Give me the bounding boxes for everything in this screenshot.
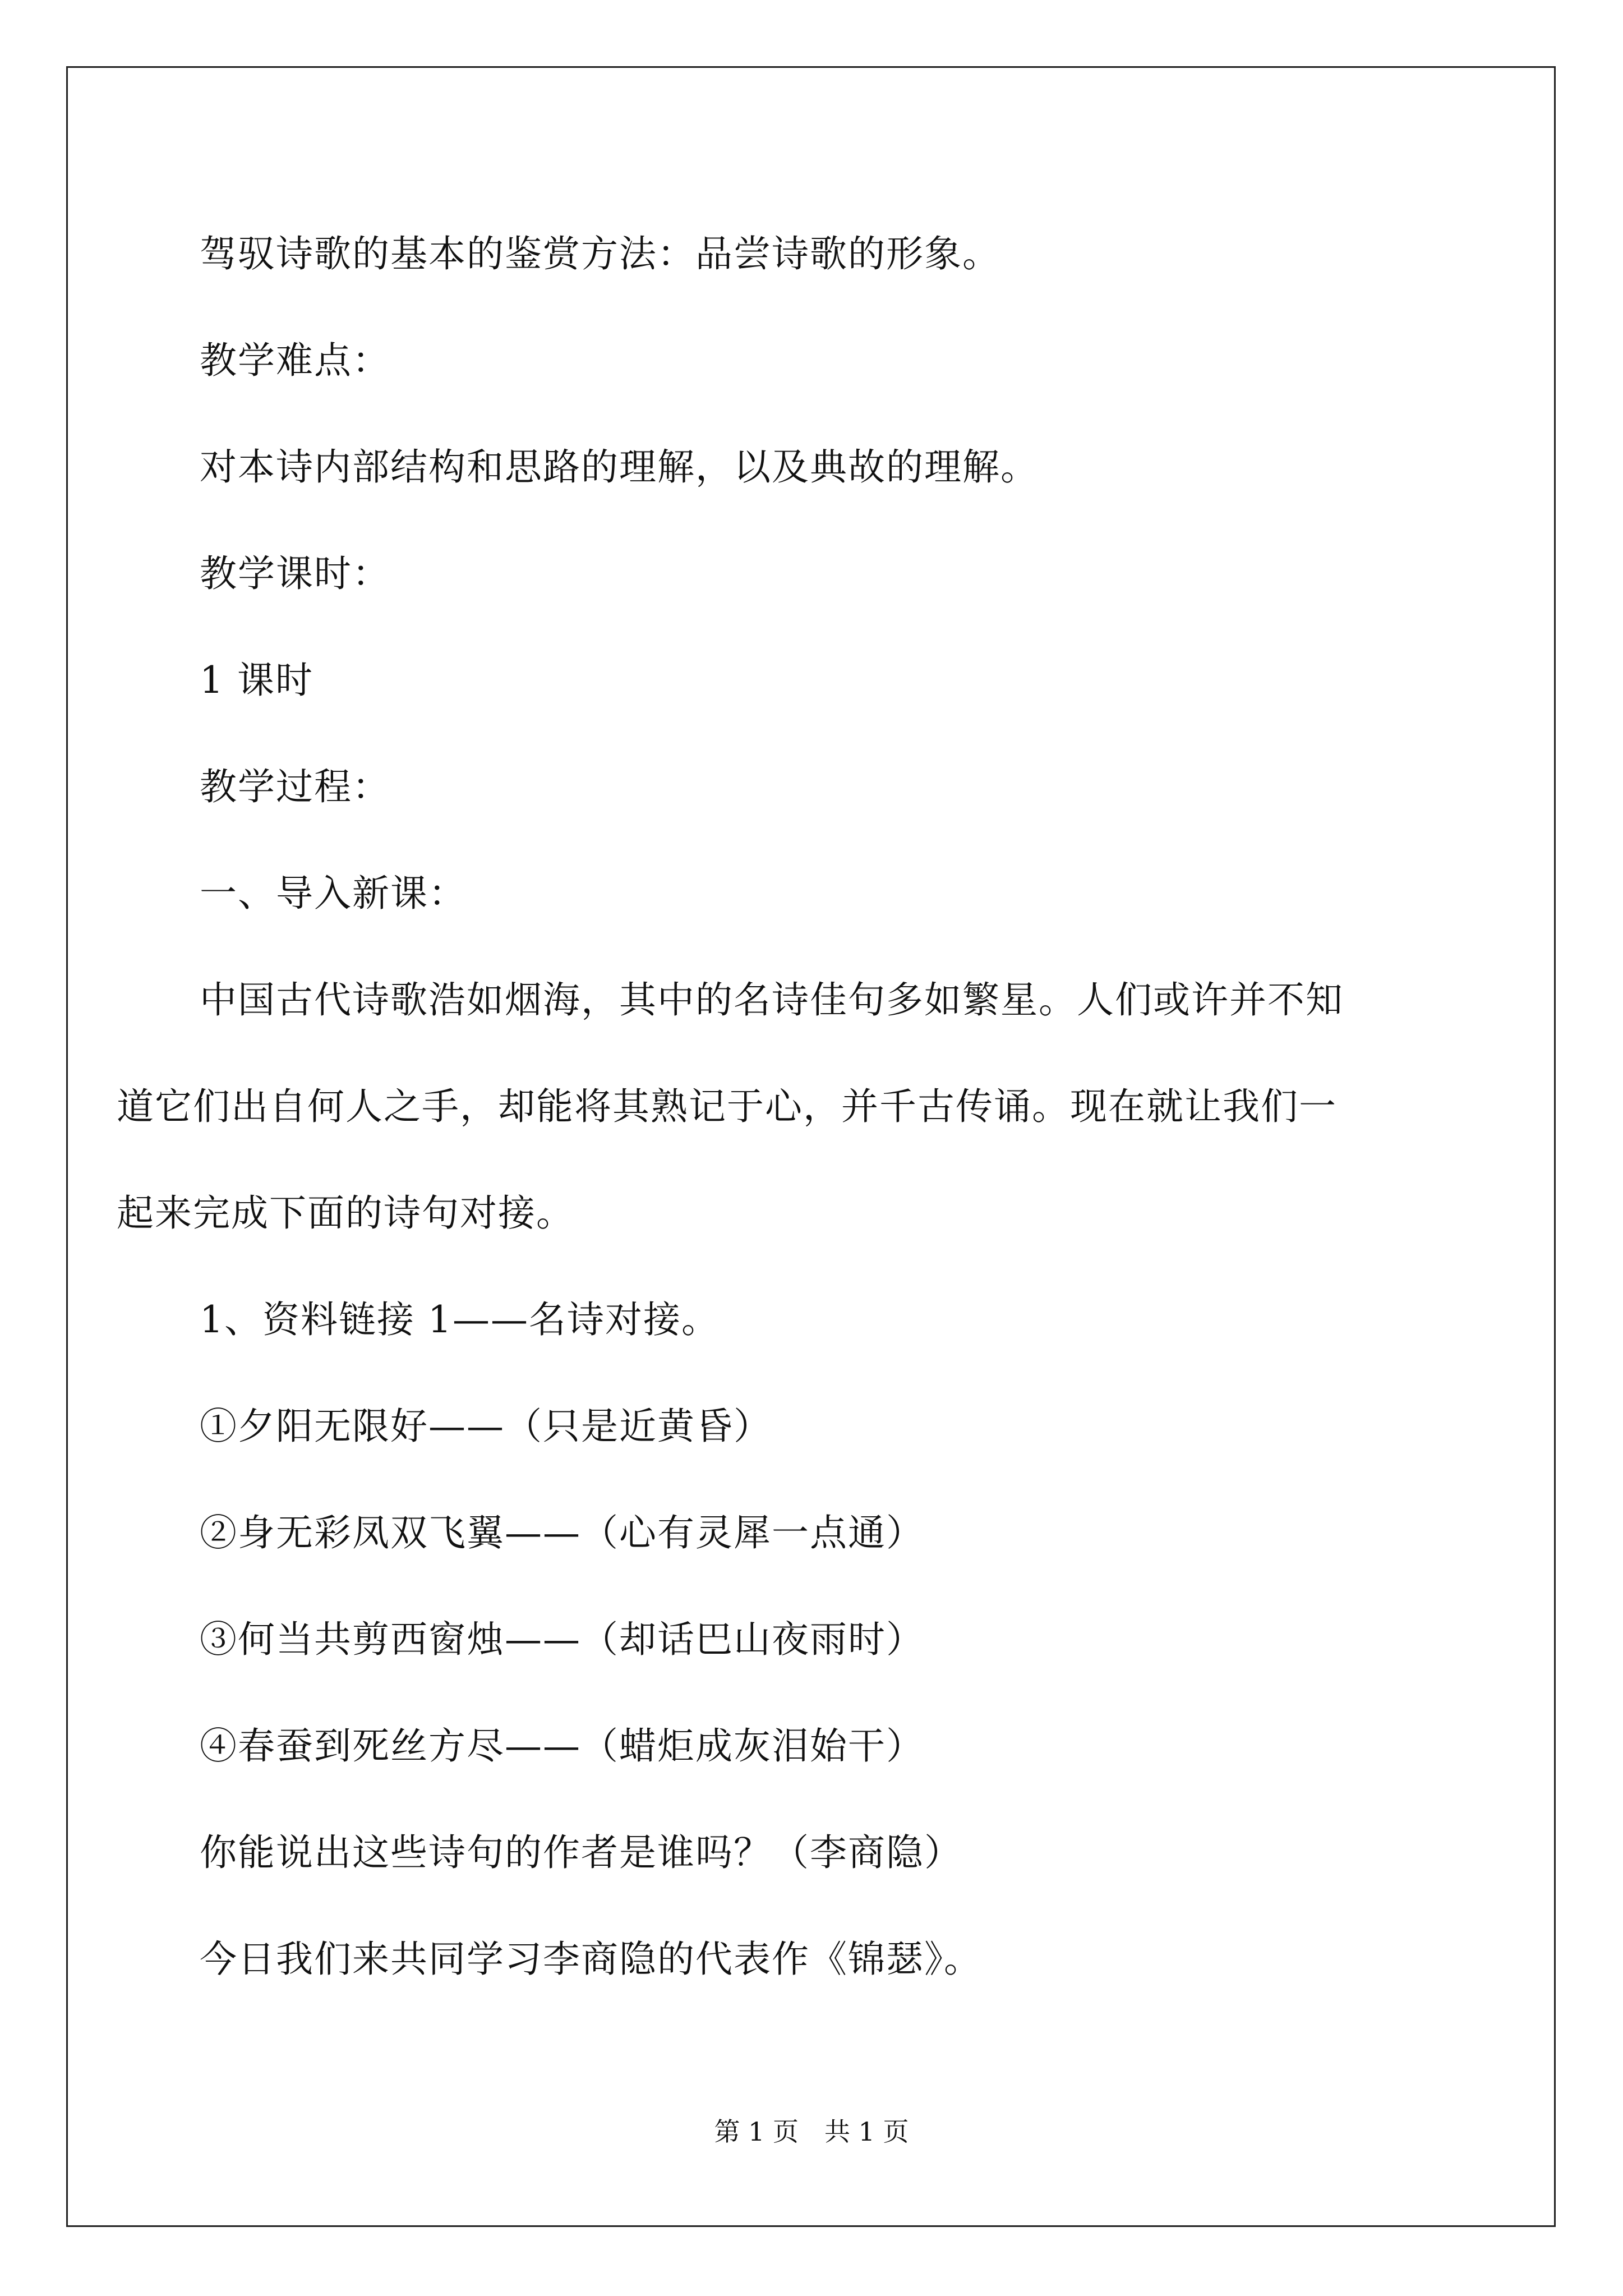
intro-paragraph: 中国古代诗歌浩如烟海，其中的名诗佳句多如繁星。人们或许并不知道它们出自何人之手，却能将其熟记于心，并千古传诵。现在就让我们一起来完成下面的诗句对接。 [117, 978, 1344, 1235]
text-line: 驾驭诗歌的基本的鉴赏方法：品尝诗歌的形象。 [200, 232, 1000, 275]
page-footer: 第 1 页 共 1 页 [714, 2116, 909, 2147]
list-item: ④春蚕到死丝方尽——（蜡炬成灰泪始干） [200, 1724, 924, 1768]
section-heading: 教学过程： [200, 765, 390, 808]
section-heading: 一、导入新课： [200, 872, 467, 915]
list-item: ②身无彩凤双飞翼——（心有灵犀一点通） [200, 1511, 924, 1554]
section-heading: 教学难点： [200, 339, 390, 382]
list-item: 1、资料链接 1——名诗对接。 [200, 1298, 720, 1341]
list-item: 今日我们来共同学习李商隐的代表作《锦瑟》。 [200, 1938, 982, 1981]
list-item: 你能说出这些诗句的作者是谁吗？（李商隐） [200, 1831, 962, 1874]
list-item: ①夕阳无限好——（只是近黄昏） [200, 1405, 772, 1448]
text-line: 对本诗内部结构和思路的理解，以及典故的理解。 [200, 445, 1039, 489]
section-heading: 教学课时： [200, 552, 390, 595]
list-item: ③何当共剪西窗烛——（却话巴山夜雨时） [200, 1618, 924, 1661]
text-line: 1 课时 [200, 659, 313, 702]
